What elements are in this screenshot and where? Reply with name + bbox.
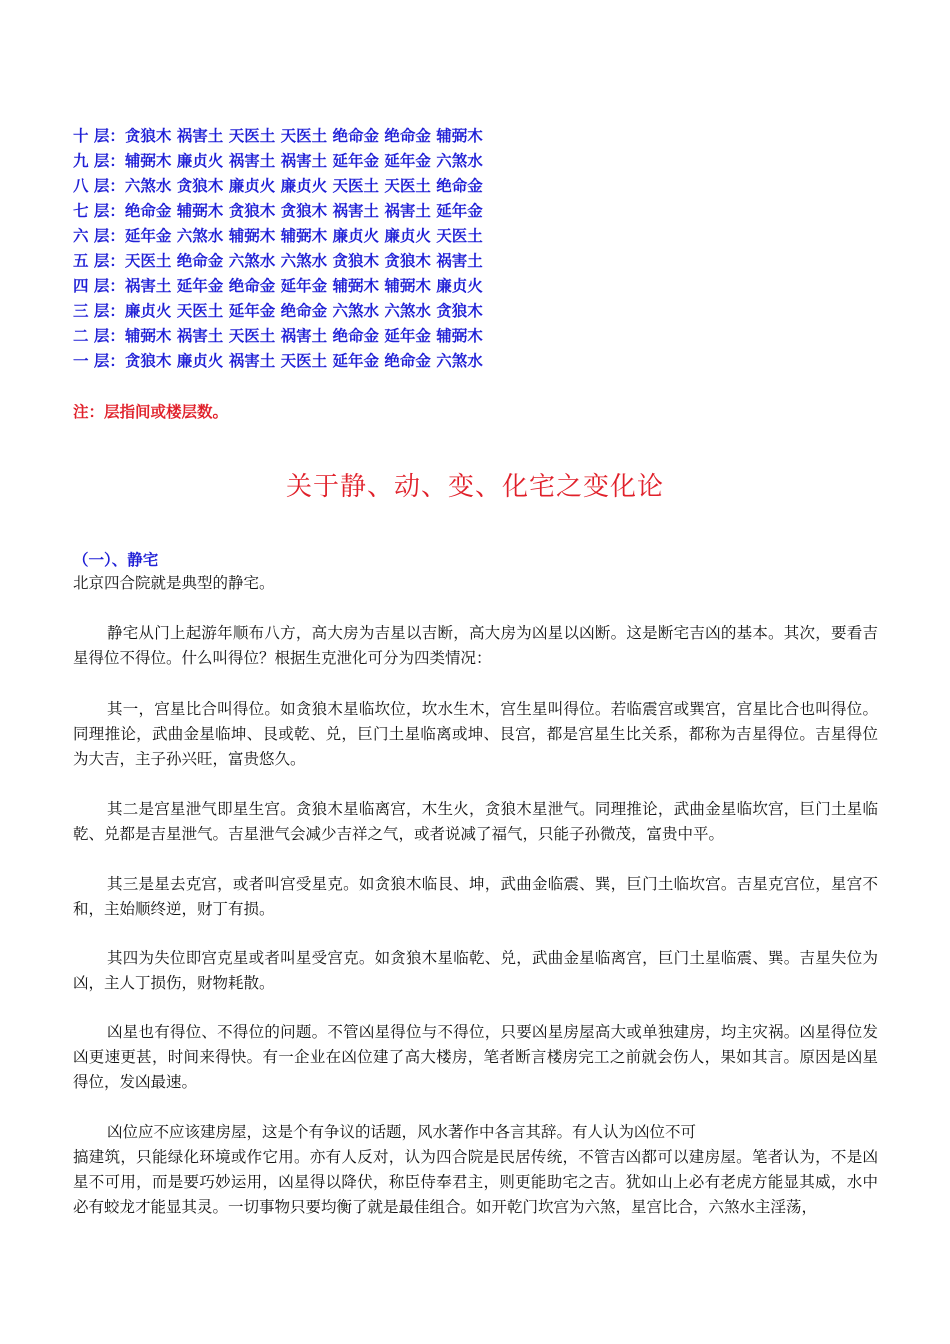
floor-row-8: 八 层：六煞水 贪狼木 廉贞火 廉贞火 天医土 天医土 绝命金 [73,177,483,195]
paragraph-7-first-line: 凶位应不应该建房屋，这是个有争议的话题，风水著作中各言其辞。有人认为凶位不可 [107,1123,697,1141]
page-title: 关于静、动、变、化宅之变化论 [285,472,664,502]
paragraph-6: 凶星也有得位、不得位的问题。不管凶星得位与不得位，只要凶星房屋高大或单独建房，均主灾祸。凶星得位发凶更速更甚，时间来得快。有一企业在凶位建了高大楼房，笔者断言楼房完工之前就会伤人，果如其言。原因是凶星得位，发凶最速。 [73,1023,878,1091]
intro-paragraph: 北京四合院就是典型的静宅。 [73,574,275,592]
floor-row-3: 三 层：廉贞火 天医土 延年金 绝命金 六煞水 六煞水 贪狼木 [73,302,483,320]
paragraph-7-continuation: 搞建筑，只能绿化环境或作它用。亦有人反对，认为四合院是民居传统，不管吉凶都可以建房屋。笔者认为，不是凶星不可用，而是要巧妙运用，凶星得以降伏，称臣侍奉君主，则更能助宅之吉。犹如山上必有老虎方能显其威，水中必有蛟龙才能显其灵。一切事物只要均衡了就是最佳组合。如开乾门坎宫为六煞，星宫比合，六煞水主淫荡， [73,1148,878,1216]
floor-row-5: 五 层：天医土 绝命金 六煞水 六煞水 贪狼木 贪狼木 祸害土 [73,252,483,270]
floor-row-2: 二 层：辅弼木 祸害土 天医土 祸害土 绝命金 延年金 辅弼木 [73,327,483,345]
floor-row-4: 四 层：祸害土 延年金 绝命金 延年金 辅弼木 辅弼木 廉贞火 [73,277,483,295]
floor-row-10: 十 层：贪狼木 祸害土 天医土 天医土 绝命金 绝命金 辅弼木 [73,127,483,145]
floor-row-1: 一 层：贪狼木 廉贞火 祸害土 天医土 延年金 绝命金 六煞水 [73,352,483,370]
paragraph-7 [73,1120,878,1220]
floor-row-9: 九 层：辅弼木 廉贞火 祸害土 祸害土 延年金 延年金 六煞水 [73,152,483,170]
paragraph-4: 其三是星去克宫，或者叫宫受星克。如贪狼木临艮、坤，武曲金临震、巽，巨门土临坎宫。吉星克宫位，星宫不和，主始顺终逆，财丁有损。 [73,875,878,918]
paragraph-2: 其一，宫星比合叫得位。如贪狼木星临坎位，坎水生木，宫生星叫得位。若临震宫或巽宫，宫星比合也叫得位。同理推论，武曲金星临坤、艮或乾、兑，巨门土星临离或坤、艮宫，都是宫星生比关系，都称为吉星得位。吉星得位为大吉，主子孙兴旺，富贵悠久。 [73,700,878,768]
paragraph-3: 其二是宫星泄气即星生宫。贪狼木星临离宫，木生火，贪狼木星泄气。同理推论，武曲金星临坎宫，巨门土星临乾、兑都是吉星泄气。吉星泄气会减少吉祥之气，或者说减了福气，只能子孙微茂，富贵中平。 [73,800,878,843]
floor-note: 注：层指间或楼层数。 [73,403,229,421]
paragraph-1: 静宅从门上起游年顺布八方，高大房为吉星以吉断，高大房为凶星以凶断。这是断宅吉凶的基本。其次，要看吉星得位不得位。什么叫得位？根据生克泄化可分为四类情况： [73,624,878,667]
floor-row-7: 七 层：绝命金 辅弼木 贪狼木 贪狼木 祸害土 祸害土 延年金 [73,202,483,220]
section-heading: （一）、静宅 [73,551,159,569]
paragraph-5: 其四为失位即宫克星或者叫星受宫克。如贪狼木星临乾、兑，武曲金星临离宫，巨门土星临震、巽。吉星失位为凶，主人丁损伤，财物耗散。 [73,949,878,992]
floor-row-6: 六 层：延年金 六煞水 辅弼木 辅弼木 廉贞火 廉贞火 天医土 [73,227,483,245]
floor-star-table [73,124,893,374]
